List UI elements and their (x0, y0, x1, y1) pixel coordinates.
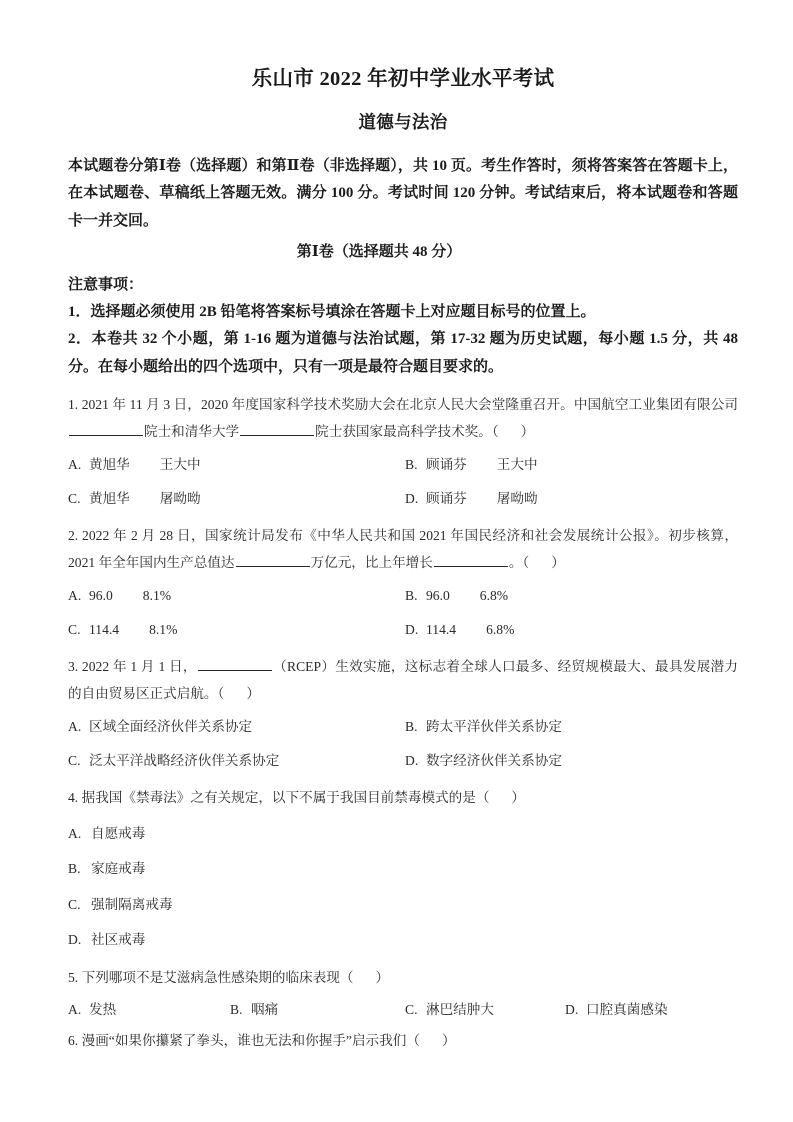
option-row (68, 883, 738, 919)
option-letter: B. (230, 1002, 243, 1018)
option-text: 淋巴结肿大 (426, 1002, 494, 1018)
question-3 (68, 643, 738, 774)
question-3-stem-text-a: 2022 年 1 月 1 日， (81, 659, 197, 675)
option-c[interactable] (68, 617, 405, 644)
question-5 (68, 954, 738, 1024)
option-text: 家庭戒毒 (91, 861, 146, 877)
question-4 (68, 774, 738, 954)
option-text: 顾诵芬 (426, 457, 467, 473)
option-c[interactable] (68, 748, 405, 775)
option-letter: A. (68, 1002, 82, 1018)
question-2-stem-text-a: 2022 年 2 月 28 日，国家统计局发布《中华人民共和国 2021 年国民经济和社会发展统计公报》。初步核算，2021 年全年国内生产总值达 (68, 528, 738, 570)
option-b[interactable] (68, 856, 145, 883)
question-1-stem-text-b: 院士和清华大学 (144, 423, 240, 439)
option-row (68, 479, 738, 513)
option-row (68, 991, 738, 1024)
option-text: 黄旭华 (89, 490, 130, 506)
option-letter: C. (68, 896, 81, 912)
option-text-secondary: 8.1% (149, 621, 178, 637)
option-text-secondary: 6.8% (486, 621, 515, 637)
question-6 (68, 1024, 738, 1055)
page-title: 乐山市 2022 年初中学业水平考试 (251, 68, 555, 90)
option-text: 96.0 (89, 588, 113, 604)
option-d[interactable] (68, 927, 145, 954)
option-a[interactable] (68, 997, 230, 1024)
question-2-stem-text-d: ） (551, 554, 565, 570)
question-6-stem-text-a: 漫画“如果你攥紧了拳头，谁也无法和你握手”启示我们（ (81, 1032, 420, 1048)
question-1-stem-text-c: 院士获国家最高科学技术奖。（ (315, 423, 499, 439)
question-6-stem (68, 1028, 738, 1055)
option-letter: D. (405, 752, 419, 768)
option-c[interactable] (68, 892, 173, 919)
option-letter: C. (405, 1002, 418, 1018)
option-row (68, 741, 738, 775)
section-heading-part-one: 第Ⅰ卷（选择题共 48 分） (296, 243, 462, 260)
question-5-options (68, 991, 738, 1024)
question-1-options (68, 445, 738, 512)
option-a[interactable] (68, 714, 405, 741)
option-text: 强制隔离戒毒 (91, 896, 173, 912)
question-2 (68, 512, 738, 643)
option-text-secondary: 屠呦呦 (159, 490, 201, 506)
option-text-secondary: 8.1% (142, 588, 172, 604)
notice-title: 注意事项： (68, 276, 144, 293)
question-6-stem-text-b: ） (441, 1032, 456, 1048)
option-letter: D. (68, 932, 82, 948)
option-letter: B. (405, 588, 418, 604)
option-d[interactable] (565, 997, 668, 1024)
question-4-stem-text-b: ） (511, 790, 526, 806)
option-text: 96.0 (426, 588, 450, 604)
answer-blank (434, 553, 508, 567)
notice-item-1: 1．选择题必须使用 2B 铅笔将答案标号填涂在答题卡上对应题目标号的位置上。 (68, 304, 596, 321)
question-5-stem-text-b: ） (375, 969, 390, 985)
question-4-stem-text-a: 据我国《禁毒法》之有关规定，以下不属于我国目前禁毒模式的是（ (81, 790, 490, 806)
option-row (68, 918, 738, 954)
option-letter: A. (68, 825, 82, 841)
option-text: 114.4 (426, 621, 457, 637)
option-text: 区域全面经济伙伴关系协定 (89, 719, 253, 735)
question-1-stem-text-d: ） (520, 423, 535, 439)
option-letter: C. (68, 752, 81, 768)
option-b[interactable] (230, 997, 405, 1024)
option-text: 跨太平洋伙伴关系协定 (426, 719, 562, 735)
answer-blank (236, 553, 310, 567)
option-text: 发热 (89, 1002, 117, 1018)
option-row (68, 610, 738, 644)
option-row (68, 576, 738, 610)
question-1-stem (68, 392, 738, 445)
option-letter: A. (68, 719, 82, 735)
question-1-number: 1. (68, 397, 79, 413)
option-letter: A. (68, 457, 82, 473)
option-letter: C. (68, 621, 81, 637)
notice-item-2: 2．本卷共 32 个小题，第 1-16 题为道德与法治试题，第 17-32 题为历史试题，每小题 1.5 分，共 48 分。在每小题给出的四个选项中，只有一项是最符合题目要求的。 (68, 331, 738, 375)
question-4-stem (68, 785, 738, 812)
question-6-number: 6. (68, 1032, 79, 1048)
option-c[interactable] (405, 997, 565, 1024)
option-text-secondary: 屠呦呦 (496, 490, 538, 506)
option-text: 咽痛 (251, 1002, 279, 1018)
option-row (68, 445, 738, 479)
option-a[interactable] (68, 452, 405, 479)
option-a[interactable] (68, 583, 405, 610)
question-4-number: 4. (68, 790, 79, 806)
question-3-stem-text-c: ） (246, 685, 260, 701)
option-text: 泛太平洋战略经济伙伴关系协定 (89, 752, 280, 768)
option-text: 数字经济伙伴关系协定 (426, 752, 562, 768)
option-row (68, 847, 738, 883)
option-text-secondary: 王大中 (496, 457, 538, 473)
question-2-stem-text-c: 。（ (508, 554, 530, 570)
option-b[interactable] (405, 714, 742, 741)
option-d[interactable] (405, 617, 742, 644)
question-5-stem (68, 965, 738, 992)
answer-blank (198, 657, 272, 671)
option-text: 顾诵芬 (426, 490, 467, 506)
option-letter: A. (68, 588, 82, 604)
answer-blank (240, 422, 314, 436)
option-text: 口腔真菌感染 (586, 1002, 668, 1018)
question-5-stem-text-a: 下列哪项不是艾滋病急性感染期的临床表现（ (81, 969, 354, 985)
question-3-number: 3. (68, 659, 79, 675)
option-text: 自愿戒毒 (91, 825, 146, 841)
question-5-number: 5. (68, 969, 79, 985)
option-letter: B. (68, 861, 81, 877)
question-4-options (68, 812, 738, 954)
option-letter: B. (405, 457, 418, 473)
page-subtitle: 道德与法治 (358, 111, 448, 132)
option-row (68, 707, 738, 741)
option-letter: D. (405, 621, 419, 637)
option-d[interactable] (405, 486, 742, 513)
question-2-stem (68, 523, 738, 576)
option-letter: B. (405, 719, 418, 735)
question-3-options (68, 707, 738, 774)
option-a[interactable] (68, 821, 145, 848)
option-row (68, 812, 738, 848)
option-text-secondary: 6.8% (479, 588, 509, 604)
question-2-number: 2. (68, 528, 79, 544)
option-text-secondary: 王大中 (159, 457, 201, 473)
option-text: 黄旭华 (89, 457, 130, 473)
option-d[interactable] (405, 748, 742, 775)
option-letter: D. (405, 490, 419, 506)
option-text: 社区戒毒 (91, 932, 146, 948)
question-2-options (68, 576, 738, 643)
answer-blank (69, 422, 143, 436)
option-c[interactable] (68, 486, 405, 513)
option-text: 114.4 (89, 621, 120, 637)
option-letter: C. (68, 490, 81, 506)
option-b[interactable] (405, 452, 742, 479)
option-b[interactable] (405, 583, 742, 610)
question-3-stem-text-b: （RCEP）生效实施，这标志着全球人口最多、经贸规模最大、最具发展潜力的自由贸易区正式启航。（ (68, 659, 739, 701)
question-3-stem (68, 654, 738, 707)
option-letter: D. (565, 1002, 579, 1018)
question-1 (68, 381, 738, 512)
question-1-stem-text-a: 2021 年 11 月 3 日，2020 年度国家科学技术奖励大会在北京人民大会堂隆重召开。中国航空工业集团有限公司 (81, 397, 738, 413)
question-2-stem-text-b: 万亿元，比上年增长 (310, 554, 433, 570)
exam-instructions: 本试题卷分第Ⅰ卷（选择题）和第Ⅱ卷（非选择题），共 10 页。考生作答时，须将答案答在答题卡上，在本试题卷、草稿纸上答题无效。满分 100 分。考试时间 120 分钟。考试结束后，将本试题卷和答题卡一并交回。 (68, 158, 738, 229)
